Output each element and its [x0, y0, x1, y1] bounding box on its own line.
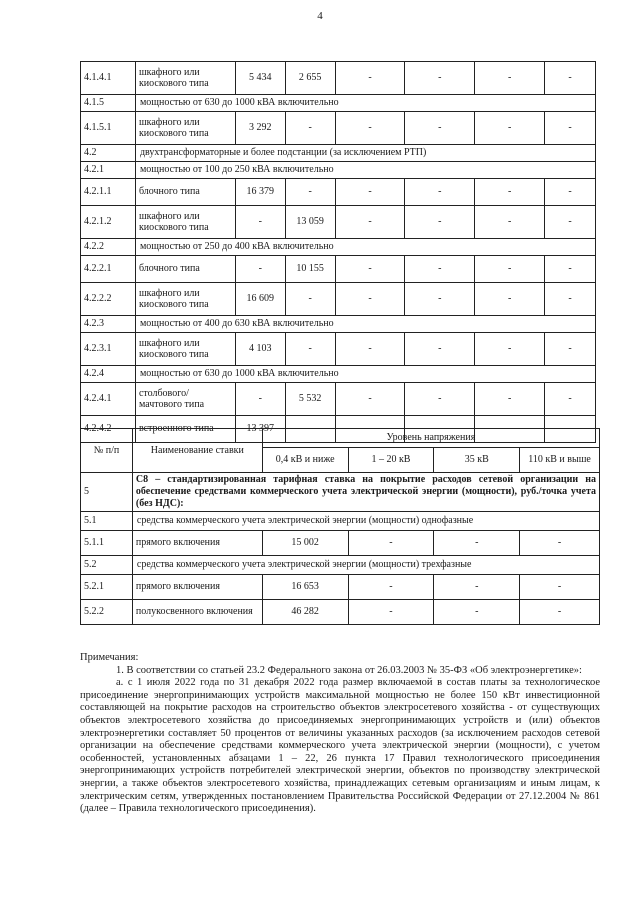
rate-cell: - — [235, 206, 285, 239]
section-row — [81, 162, 596, 179]
row-name: шкафного или киоскового типа — [135, 206, 235, 239]
section-row — [81, 145, 596, 162]
c8-num: 5 — [81, 473, 133, 512]
rate-cell: - — [285, 112, 335, 145]
rate-cell: - — [405, 283, 475, 316]
section-row — [81, 316, 596, 333]
row-name: прямого включения — [132, 575, 262, 600]
rate-cell: - — [405, 333, 475, 366]
note-1a: а. с 1 июля 2022 года по 31 декабря 2022 года размер включаемой в состав платы за технологическое присоединение энергопринимающих устройств максимальной мощностью не более 150 кВт инвестиционной составляющей на покрытие расходов на строительство объектов электросетевого хозяйства - от существующих объектов электросетевого хозяйства до присоединяемых энергопринимающих устройств и (или) объектов электроэнергетики составляет 50 процентов от величины указанных расходов (за исключением расходов сетевой организации на обеспечение средствами коммерческого учета электрической энергии (мощности), с учетом особенностей, установленных абзацами 1 – 22, 26 пункта 17 Правил технологического присоединения энергопринимающих устройств потребителей электрической энергии, объектов по производству электрической энергии, а также объектов электросетевого хозяйства, принадлежащих сетевым организациям и иным лицам, к электрическим сетям, утвержденных постановлением Правительства Российской Федерации от 27.12.2004 № 861 (далее – Правила технологического присоединения). — [80, 677, 600, 815]
rate-cell: 15 002 — [262, 531, 348, 556]
rate-cell: - — [545, 256, 596, 283]
header-num: № п/п — [81, 429, 133, 473]
section-row — [81, 239, 596, 256]
rate-cell: - — [475, 383, 545, 416]
row-number: 4.2.4.2 — [81, 416, 136, 443]
rate-cell: - — [335, 416, 405, 443]
rate-cell: - — [475, 62, 545, 95]
rate-cell: - — [405, 416, 475, 443]
rate-cell: - — [285, 179, 335, 206]
section-title: мощностью от 630 до 1000 кВА включительно — [135, 366, 595, 383]
notes-block — [80, 652, 600, 816]
rate-cell: - — [235, 256, 285, 283]
rate-cell: - — [434, 575, 520, 600]
rate-cell: 2 655 — [285, 62, 335, 95]
header-level-1: 0,4 кВ и ниже — [262, 448, 348, 473]
rate-cell: 5 532 — [285, 383, 335, 416]
substation-rates-table — [80, 61, 596, 443]
rate-cell: - — [335, 112, 405, 145]
rate-cell: 16 609 — [235, 283, 285, 316]
header-level-3: 35 кВ — [434, 448, 520, 473]
table-row — [81, 256, 596, 283]
row-number: 4.2.2.1 — [81, 256, 136, 283]
rate-cell: - — [545, 416, 596, 443]
rate-cell: - — [434, 531, 520, 556]
c8-title: С8 – стандартизированная тарифная ставка на покрытие расходов сетевой организации на обеспечение средствами коммерческого учета электрической энергии (мощности), руб./точка учета (без НДС): — [132, 473, 599, 512]
rate-cell: 13 397 — [235, 416, 285, 443]
row-number: 4.2.1.1 — [81, 179, 136, 206]
rate-cell: - — [285, 416, 335, 443]
row-number: 4.1.5.1 — [81, 112, 136, 145]
section-row — [81, 512, 600, 531]
row-name: шкафного или киоскового типа — [135, 112, 235, 145]
rate-cell: - — [475, 179, 545, 206]
section-row — [81, 556, 600, 575]
table-row — [81, 179, 596, 206]
section-title: средства коммерческого учета электрической энергии (мощности) трехфазные — [132, 556, 599, 575]
row-number: 5.2.1 — [81, 575, 133, 600]
row-number: 5.2.2 — [81, 600, 133, 625]
rate-cell: - — [335, 206, 405, 239]
rate-cell: 3 292 — [235, 112, 285, 145]
rate-cell: 13 059 — [285, 206, 335, 239]
section-title: средства коммерческого учета электрической энергии (мощности) однофазные — [132, 512, 599, 531]
rate-cell: - — [545, 333, 596, 366]
rate-cell: - — [434, 600, 520, 625]
row-name: шкафного или киоскового типа — [135, 283, 235, 316]
row-number: 5.2 — [81, 556, 133, 575]
rate-cell: 16 653 — [262, 575, 348, 600]
page-number: 4 — [317, 10, 323, 22]
table-row — [81, 283, 596, 316]
header-voltage-level: Уровень напряжения — [262, 429, 599, 448]
section-title: мощностью от 630 до 1000 кВА включительно — [135, 95, 595, 112]
rate-cell: - — [520, 575, 600, 600]
rate-cell: - — [545, 206, 596, 239]
table-row — [81, 531, 600, 556]
rate-cell: - — [475, 416, 545, 443]
rate-cell: - — [545, 112, 596, 145]
row-number: 4.2.1.2 — [81, 206, 136, 239]
row-number: 4.1.4.1 — [81, 62, 136, 95]
table-row — [81, 575, 600, 600]
section-row — [81, 95, 596, 112]
rate-cell: - — [348, 575, 434, 600]
table-row — [81, 62, 596, 95]
row-name: полукосвенного включения — [132, 600, 262, 625]
row-name: блочного типа — [135, 256, 235, 283]
row-name: шкафного или киоскового типа — [135, 62, 235, 95]
row-name: шкафного или киоскового типа — [135, 333, 235, 366]
rate-cell: - — [475, 206, 545, 239]
rate-cell: - — [335, 283, 405, 316]
rate-cell: - — [475, 112, 545, 145]
row-number: 4.2.4.1 — [81, 383, 136, 416]
rate-cell: - — [545, 62, 596, 95]
rate-cell: 5 434 — [235, 62, 285, 95]
metering-rates-table — [80, 428, 600, 625]
rate-cell: - — [405, 206, 475, 239]
rate-cell: - — [520, 600, 600, 625]
section-title: мощностью от 250 до 400 кВА включительно — [135, 239, 595, 256]
rate-cell: - — [475, 256, 545, 283]
rate-cell: - — [348, 531, 434, 556]
rate-cell: 4 103 — [235, 333, 285, 366]
rate-cell: - — [405, 256, 475, 283]
rate-cell: - — [405, 179, 475, 206]
row-name: блочного типа — [135, 179, 235, 206]
rate-cell: - — [545, 283, 596, 316]
rate-cell: - — [520, 531, 600, 556]
section-title: мощностью от 400 до 630 кВА включительно — [135, 316, 595, 333]
rate-cell: - — [545, 383, 596, 416]
row-number: 4.2.2 — [81, 239, 136, 256]
table-row — [81, 383, 596, 416]
header-level-2: 1 – 20 кВ — [348, 448, 434, 473]
rate-cell: - — [405, 62, 475, 95]
rate-cell: - — [235, 383, 285, 416]
notes-heading: Примечания: — [80, 652, 139, 663]
row-number: 4.2.3.1 — [81, 333, 136, 366]
table-row — [81, 206, 596, 239]
rate-cell: 46 282 — [262, 600, 348, 625]
table-row — [81, 333, 596, 366]
rate-cell: - — [475, 333, 545, 366]
row-number: 5.1.1 — [81, 531, 133, 556]
row-number: 4.2.4 — [81, 366, 136, 383]
row-number: 4.1.5 — [81, 95, 136, 112]
rate-cell: - — [405, 112, 475, 145]
rate-cell: - — [335, 383, 405, 416]
row-name: встроенного типа — [135, 416, 235, 443]
row-number: 5.1 — [81, 512, 133, 531]
rate-cell: - — [285, 283, 335, 316]
row-number: 4.2.1 — [81, 162, 136, 179]
note-1: 1. В соответствии со статьей 23.2 Федерального закона от 26.03.2003 № 35-ФЗ «Об электроэнергетике»: — [116, 664, 582, 676]
header-rate-name: Наименование ставки — [132, 429, 262, 473]
section-title: мощностью от 100 до 250 кВА включительно — [135, 162, 595, 179]
rate-cell: - — [475, 283, 545, 316]
row-number: 4.2.2.2 — [81, 283, 136, 316]
rate-cell: - — [405, 383, 475, 416]
rate-cell: - — [335, 256, 405, 283]
row-number: 4.2 — [81, 145, 136, 162]
rate-cell: 10 155 — [285, 256, 335, 283]
row-name: столбового/ мачтового типа — [135, 383, 235, 416]
rate-cell: - — [348, 600, 434, 625]
rate-cell: - — [545, 179, 596, 206]
rate-cell: - — [335, 62, 405, 95]
rate-cell: - — [335, 333, 405, 366]
table-row — [81, 112, 596, 145]
section-title: двухтрансформаторные и более подстанции (за исключением РТП) — [135, 145, 595, 162]
rate-cell: - — [335, 179, 405, 206]
row-name: прямого включения — [132, 531, 262, 556]
header-level-4: 110 кВ и выше — [520, 448, 600, 473]
section-row — [81, 366, 596, 383]
row-number: 4.2.3 — [81, 316, 136, 333]
table-row — [81, 600, 600, 625]
rate-cell: 16 379 — [235, 179, 285, 206]
rate-cell: - — [285, 333, 335, 366]
